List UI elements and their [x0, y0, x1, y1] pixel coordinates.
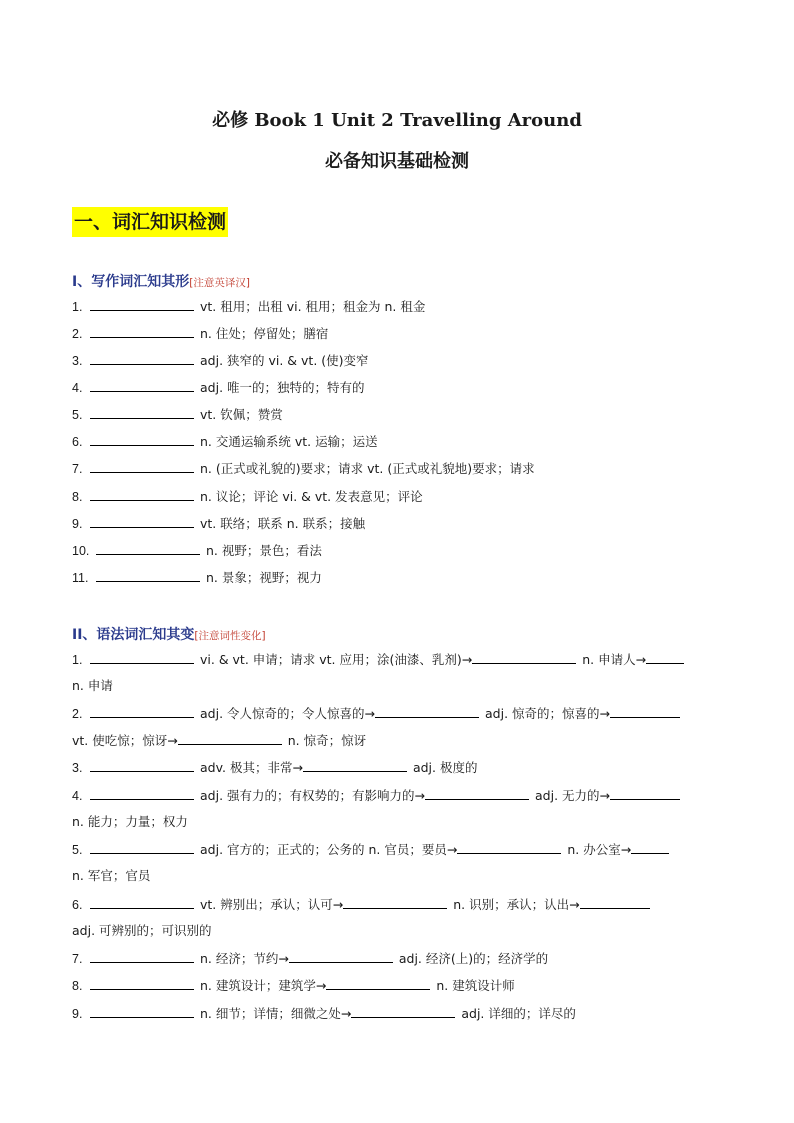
answer-blank[interactable] [90, 786, 194, 800]
item-definition: n. 建筑设计师 [436, 978, 515, 993]
item-definition: adj. 唯一的；独特的；特有的 [200, 380, 365, 395]
list-item [72, 568, 722, 587]
item-definition: adj. 无力的→ [535, 788, 610, 803]
list-item [72, 976, 722, 995]
item-definition: n. (正式或礼貌的)要求；请求 vt. (正式或礼貌地)要求；请求 [200, 461, 535, 476]
list-item [72, 405, 722, 424]
section-heading-vocabulary: 一、词汇知识检测 [72, 207, 228, 237]
answer-blank[interactable] [289, 949, 393, 963]
item-definition: vt. 辨别出；承认；认可→ [200, 897, 344, 912]
list-item [72, 949, 722, 968]
item-definition: n. 交通运输系统 vt. 运输；运送 [200, 434, 378, 449]
item-number: 1. [72, 300, 83, 314]
list-item [72, 895, 722, 914]
item-number: 3. [72, 761, 83, 775]
item-number: 6. [72, 898, 83, 912]
item-number: 1. [72, 653, 83, 667]
item-number: 2. [72, 327, 83, 341]
list-item [72, 351, 722, 370]
list-item [72, 786, 722, 805]
answer-blank[interactable] [631, 840, 669, 854]
item-definition: vt. 钦佩；赞赏 [200, 407, 283, 422]
item-definition: adv. 极其；非常→ [200, 760, 303, 775]
answer-blank[interactable] [90, 324, 194, 338]
answer-blank[interactable] [580, 895, 650, 909]
item-definition: adj. 强有力的；有权势的；有影响力的→ [200, 788, 425, 803]
part1-heading [72, 271, 250, 291]
answer-blank[interactable] [425, 786, 529, 800]
item-number: 7. [72, 952, 83, 966]
page-title: 必修 Book 1 Unit 2 Travelling Around [212, 110, 582, 131]
part2-heading-text: II、语法词汇知其变 [72, 627, 195, 643]
list-item-continued: n. 军官；官员 [72, 868, 151, 883]
item-number: 5. [72, 843, 83, 857]
answer-blank[interactable] [610, 704, 680, 718]
item-number: 6. [72, 435, 83, 449]
item-number: 9. [72, 517, 83, 531]
page-subtitle: 必备知识基础检测 [325, 151, 469, 172]
list-item [72, 541, 722, 560]
list-item-continued: adj. 可辨别的；可识别的 [72, 923, 212, 938]
list-item-continued: n. 能力；力量；权力 [72, 814, 188, 829]
item-number: 3. [72, 354, 83, 368]
answer-blank[interactable] [90, 487, 194, 501]
answer-blank[interactable] [90, 459, 194, 473]
item-definition: adj. 极度的 [412, 760, 478, 775]
answer-blank[interactable] [178, 731, 282, 745]
answer-blank[interactable] [303, 758, 407, 772]
item-number: 11. [72, 571, 89, 585]
item-definition: n. 申请人→ [582, 652, 647, 667]
answer-blank[interactable] [90, 514, 194, 528]
list-item [72, 1004, 722, 1023]
item-definition: n. 议论；评论 vi. & vt. 发表意见；评论 [200, 489, 423, 504]
answer-blank[interactable] [472, 650, 576, 664]
answer-blank[interactable] [610, 786, 680, 800]
item-definition: adj. 官方的；正式的；公务的 n. 官员；要员→ [200, 842, 458, 857]
part2-heading [72, 624, 266, 644]
item-number: 10. [72, 544, 90, 558]
answer-blank[interactable] [90, 405, 194, 419]
answer-blank[interactable] [646, 650, 684, 664]
answer-blank[interactable] [90, 297, 194, 311]
item-number: 7. [72, 462, 83, 476]
answer-blank[interactable] [96, 541, 200, 555]
list-item-continued [72, 731, 722, 750]
answer-blank[interactable] [90, 650, 194, 664]
answer-blank[interactable] [90, 949, 194, 963]
item-number: 4. [72, 381, 83, 395]
answer-blank[interactable] [90, 976, 194, 990]
item-definition: n. 细节；详情；细微之处→ [200, 1006, 352, 1021]
list-item [72, 840, 722, 859]
list-item [72, 378, 722, 397]
item-definition: adj. 详细的；详尽的 [461, 1006, 576, 1021]
item-number: 9. [72, 1007, 83, 1021]
list-item [72, 514, 722, 533]
answer-blank[interactable] [90, 758, 194, 772]
part1-heading-text: I、写作词汇知其形 [72, 274, 190, 290]
item-definition: n. 经济；节约→ [200, 951, 289, 966]
item-definition: vt. 租用；出租 vi. 租用；租金为 n. 租金 [200, 299, 426, 314]
answer-blank[interactable] [343, 895, 447, 909]
item-definition: n. 识别；承认；认出→ [453, 897, 580, 912]
answer-blank[interactable] [90, 378, 194, 392]
list-item [72, 297, 722, 316]
list-item-continued: n. 申请 [72, 678, 113, 693]
item-definition: adj. 惊奇的；惊喜的→ [485, 706, 610, 721]
item-definition: vt. 使吃惊；惊讶→ [72, 733, 178, 748]
part2-note: [注意词性变化] [194, 630, 266, 642]
item-definition: n. 住处；停留处；膳宿 [200, 326, 329, 341]
item-definition: n. 惊奇；惊讶 [287, 733, 367, 748]
item-definition: n. 办公室→ [567, 842, 632, 857]
list-item [72, 650, 722, 669]
list-item [72, 459, 722, 478]
item-number: 5. [72, 408, 83, 422]
answer-blank[interactable] [351, 1004, 455, 1018]
answer-blank[interactable] [90, 351, 194, 365]
item-number: 8. [72, 490, 83, 504]
item-number: 4. [72, 789, 83, 803]
answer-blank[interactable] [90, 840, 194, 854]
list-item [72, 432, 722, 451]
answer-blank[interactable] [96, 568, 200, 582]
answer-blank[interactable] [90, 1004, 194, 1018]
item-definition: n. 建筑设计；建筑学→ [200, 978, 327, 993]
item-definition: adj. 令人惊奇的；令人惊喜的→ [200, 706, 375, 721]
list-item [72, 704, 722, 723]
item-number: 8. [72, 979, 83, 993]
item-definition: adj. 经济(上)的；经济学的 [398, 951, 549, 966]
answer-blank[interactable] [326, 976, 430, 990]
part1-note: [注意英译汉] [189, 277, 250, 289]
answer-blank[interactable] [90, 704, 194, 718]
answer-blank[interactable] [90, 895, 194, 909]
item-number: 2. [72, 707, 83, 721]
list-item [72, 758, 722, 777]
item-definition: vt. 联络；联系 n. 联系；接触 [200, 516, 366, 531]
item-definition: adj. 狭窄的 vi. & vt. (使)变窄 [200, 353, 369, 368]
item-definition: n. 景象；视野；视力 [206, 570, 322, 585]
answer-blank[interactable] [90, 432, 194, 446]
item-definition: vi. & vt. 申请；请求 vt. 应用；涂(油漆、乳剂)→ [200, 652, 473, 667]
list-item [72, 487, 722, 506]
answer-blank[interactable] [457, 840, 561, 854]
item-definition: n. 视野；景色；看法 [206, 543, 322, 558]
list-item [72, 324, 722, 343]
answer-blank[interactable] [375, 704, 479, 718]
